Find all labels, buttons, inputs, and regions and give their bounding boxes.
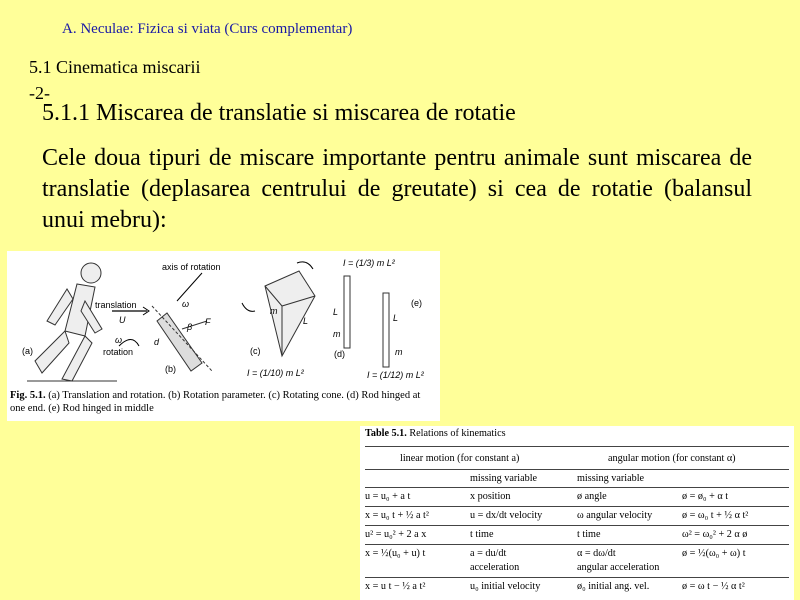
row0-col4: ø = ø₀ + α t <box>682 491 729 502</box>
label-Id: I = (1/3) m L² <box>343 258 395 268</box>
rotation-parameter-drawing <box>152 306 212 371</box>
label-c: (c) <box>250 346 261 356</box>
row-rule-2 <box>365 525 789 526</box>
cone-top-arrow <box>297 262 313 269</box>
row3-col2-sub: acceleration <box>470 562 520 573</box>
row4-col3: ø₀ initial ang. vel. <box>577 581 650 592</box>
figure-caption-label: Fig. 5.1. <box>10 390 46 401</box>
subheader-linear: missing variable <box>470 473 538 484</box>
row2-col1: u² = u₀² + 2 a x <box>365 529 427 540</box>
row-rule-3 <box>365 544 789 545</box>
row1-col2: u = dx/dt velocity <box>470 510 543 521</box>
table-caption-text: Relations of kinematics <box>409 428 506 439</box>
label-omega-b: ω <box>182 299 190 309</box>
row-rule-1 <box>365 506 789 507</box>
cone-rotation-arrow <box>242 303 255 311</box>
label-rotation: rotation <box>103 347 134 357</box>
document-header: A. Neculae: Fizica si viata (Curs complementar) <box>62 21 353 37</box>
label-translation: translation <box>95 300 137 310</box>
header-angular: angular motion (for constant α) <box>608 453 736 464</box>
label-omega-a: ω <box>115 335 123 345</box>
running-person-drawing <box>27 263 117 381</box>
row-rule-0 <box>365 487 789 488</box>
label-L-c: L <box>303 316 309 326</box>
row3-col3-sub: angular acceleration <box>577 562 660 573</box>
label-m-e: m <box>395 347 403 357</box>
row3-col3: α = dω/dt <box>577 548 616 559</box>
rod-end-hinged <box>344 276 350 348</box>
table-caption-label: Table 5.1. <box>365 428 407 439</box>
label-Ic: I = (1/10) m L² <box>247 368 304 378</box>
label-b: (b) <box>165 364 176 374</box>
row1-col1: x = u₀ t + ½ a t² <box>365 510 429 521</box>
kinematics-table <box>360 426 794 600</box>
label-L-e: L <box>393 313 399 323</box>
row0-col3: ø angle <box>577 491 607 502</box>
label-axis: axis of rotation <box>162 262 221 272</box>
row3-col1: x = ½(u₀ + u) t <box>365 548 426 559</box>
motion-figure <box>7 251 440 421</box>
row2-col2: t time <box>470 529 494 540</box>
label-L-d: L <box>333 307 339 317</box>
axis-pointer <box>177 273 202 301</box>
label-beta: β <box>187 322 193 332</box>
table-caption <box>365 428 506 439</box>
label-e: (e) <box>411 298 422 308</box>
row1-col3: ω angular velocity <box>577 510 653 521</box>
label-m-d: m <box>333 329 341 339</box>
row4-col4: ø = ω t − ½ α t² <box>682 581 745 592</box>
row0-col1: u = u₀ + a t <box>365 491 411 502</box>
table-rule-top <box>365 446 789 447</box>
page-number: -2- <box>29 83 50 103</box>
figure-drawing <box>7 251 440 391</box>
row2-col3: t time <box>577 529 601 540</box>
row-rule-4 <box>365 577 789 578</box>
label-d: d <box>154 337 160 347</box>
table-rule-header <box>365 469 789 470</box>
label-F: F <box>205 317 211 327</box>
section-title: 5.1 Cinematica miscarii <box>29 57 201 77</box>
figure-caption-text: (a) Translation and rotation. (b) Rotation parameter. (c) Rotating cone. (d) Rod hinged at one end. (e) Rod hinged in middle <box>10 390 421 414</box>
header-linear: linear motion (for constant a) <box>400 453 520 464</box>
body-paragraph: Cele doua tipuri de miscare importante pentru animale sunt miscarea de translatie (deplasarea centrului de greutate) si cea de rotatie (balansul unui mebru): <box>42 145 752 233</box>
rod-middle-hinged <box>383 293 389 367</box>
label-a: (a) <box>22 346 33 356</box>
label-d-panel: (d) <box>334 349 345 359</box>
row3-col4: ø = ½(ω₀ + ω) t <box>682 548 746 559</box>
label-m-c: m <box>270 306 278 316</box>
subheader-angular: missing variable <box>577 473 645 484</box>
subsection-title: 5.1.1 Miscarea de translatie si miscarea de rotatie <box>42 100 516 126</box>
row4-col2: u₀ initial velocity <box>470 581 541 592</box>
row1-col4: ø = ω₀ t + ½ α t² <box>682 510 749 521</box>
row0-col2: x position <box>470 491 511 502</box>
label-Ie: I = (1/12) m L² <box>367 370 424 380</box>
row4-col1: x = u t − ½ a t² <box>365 581 426 592</box>
label-U: U <box>119 315 126 325</box>
row2-col4: ω² = ω₀² + 2 α ø <box>682 529 748 540</box>
row3-col2: a = du/dt <box>470 548 507 559</box>
figure-caption <box>10 389 438 415</box>
